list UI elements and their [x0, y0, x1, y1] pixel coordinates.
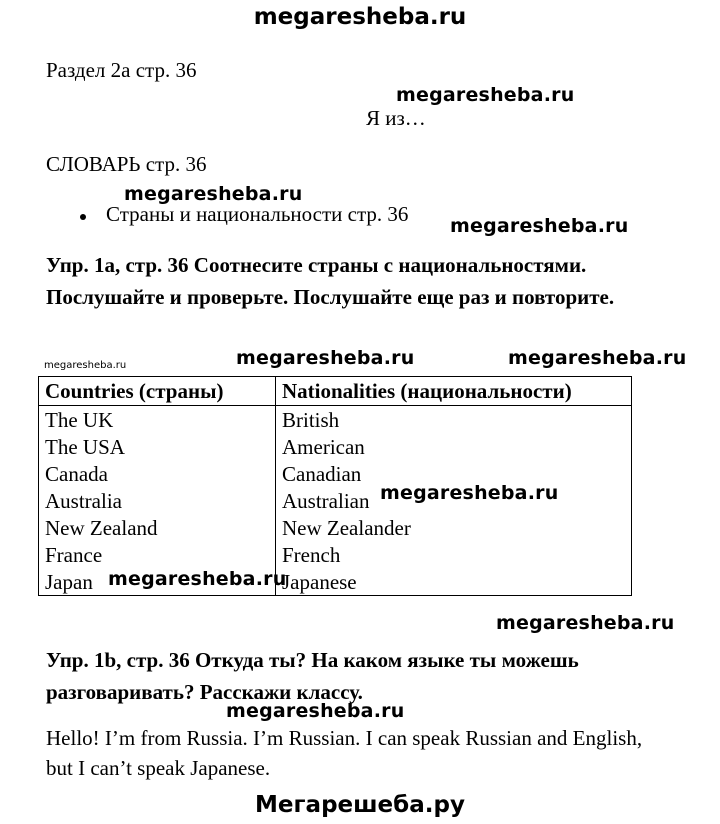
- country-cell: New Zealand: [39, 514, 276, 541]
- footer-watermark: Мегарешеба.ру: [255, 792, 465, 818]
- watermark: megaresheba.ru: [226, 700, 405, 722]
- exercise-1a-line1: Упр. 1a, стр. 36 Соотнесите страны с национальностями.: [46, 253, 587, 277]
- table-row: [39, 514, 632, 541]
- watermark: megaresheba.ru: [108, 568, 287, 590]
- watermark: megaresheba.ru: [450, 215, 629, 237]
- country-cell: The USA: [39, 433, 276, 460]
- nationality-cell: Australian: [276, 487, 632, 514]
- country-cell: Japan: [39, 568, 276, 596]
- table-header-row: [39, 377, 632, 406]
- nationality-cell: Japanese: [276, 568, 632, 596]
- nationality-cell: Canadian: [276, 460, 632, 487]
- nationality-cell: New Zealander: [276, 514, 632, 541]
- watermark: megaresheba.ru: [236, 347, 415, 369]
- table-row: [39, 406, 632, 434]
- nationality-cell: British: [276, 406, 632, 434]
- country-cell: Canada: [39, 460, 276, 487]
- vocab-heading: СЛОВАРЬ стр. 36: [46, 152, 207, 176]
- vocab-bullet-text: Страны и национальности стр. 36: [106, 202, 409, 226]
- watermark-top: megaresheba.ru: [253, 4, 467, 30]
- watermark: megaresheba.ru: [396, 84, 575, 106]
- column-header-nationalities: Nationalities (национальности): [276, 377, 632, 406]
- watermark: megaresheba.ru: [508, 347, 687, 369]
- answer-line1: Hello! I’m from Russia. I’m Russian. I can speak Russian and English,: [46, 726, 643, 750]
- country-cell: Australia: [39, 487, 276, 514]
- exercise-1b-line2: разговаривать? Расскажи классу.: [46, 680, 363, 704]
- table-row: [39, 433, 632, 460]
- bullet-icon: [80, 214, 86, 220]
- watermark-small: megaresheba.ru: [44, 360, 127, 371]
- table-row: [39, 541, 632, 568]
- section-title: Раздел 2a стр. 36: [46, 58, 197, 82]
- country-cell: France: [39, 541, 276, 568]
- country-cell: The UK: [39, 406, 276, 434]
- watermark: megaresheba.ru: [496, 612, 675, 634]
- exercise-1b-line1: Упр. 1b, стр. 36 Откуда ты? На каком языке ты можешь: [46, 648, 579, 672]
- nationality-cell: French: [276, 541, 632, 568]
- exercise-1a-line2: Послушайте и проверьте. Послушайте еще раз и повторите.: [46, 285, 615, 309]
- subtitle: Я из…: [366, 106, 426, 130]
- watermark: megaresheba.ru: [380, 482, 559, 504]
- answer-line2: but I can’t speak Japanese.: [46, 756, 271, 780]
- nationality-cell: American: [276, 433, 632, 460]
- watermark: megaresheba.ru: [124, 183, 303, 205]
- column-header-countries: Countries (страны): [39, 377, 276, 406]
